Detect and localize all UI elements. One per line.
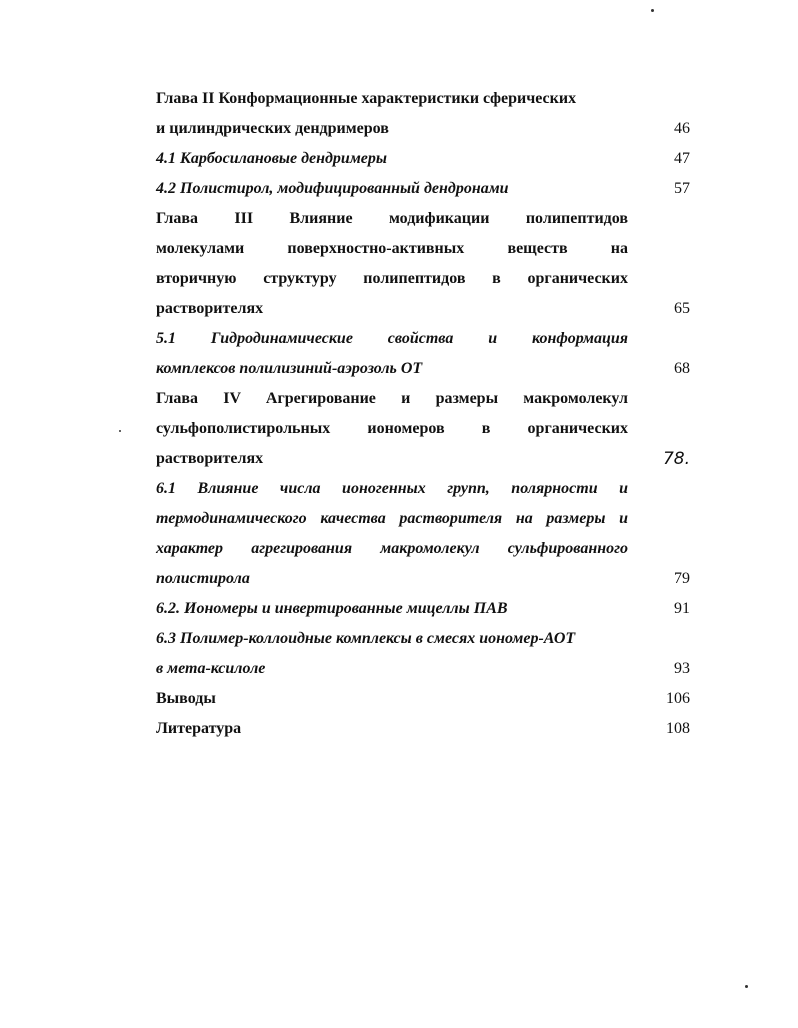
toc-line (156, 474, 690, 504)
toc-line (156, 384, 690, 414)
toc-entry-text: 5.1 Гидродинамические свойства и конформация (156, 330, 628, 347)
toc-page-number: 47 (674, 150, 690, 167)
toc-line (156, 234, 690, 264)
toc-line (156, 354, 690, 384)
toc-page-number: 79 (674, 570, 690, 587)
scan-speck (119, 430, 121, 432)
toc-line (156, 534, 690, 564)
table-of-contents (156, 84, 690, 744)
toc-line (156, 714, 690, 744)
toc-entry-text: 6.3 Полимер-коллоидные комплексы в смесях иономер-АОТ (156, 630, 576, 647)
toc-entry-text: Выводы (156, 690, 216, 707)
toc-line (156, 204, 690, 234)
toc-entry-text: полистирола (156, 570, 250, 587)
toc-line (156, 654, 690, 684)
toc-line (156, 174, 690, 204)
toc-page-number: 93 (674, 660, 690, 677)
toc-line (156, 294, 690, 324)
toc-page-number: 57 (674, 180, 690, 197)
toc-entry-text: 4.1 Карбосилановые дендримеры (156, 150, 387, 167)
toc-entry-text: характер агрегирования макромолекул сульфированного (156, 540, 628, 557)
toc-line (156, 504, 690, 534)
toc-page-number: 65 (674, 300, 690, 317)
toc-entry-text: 6.1 Влияние числа ионогенных групп, полярности и (156, 480, 628, 497)
toc-entry-text: Глава IV Агрегирование и размеры макромолекул (156, 390, 628, 407)
toc-line (156, 84, 690, 114)
scan-speck (651, 9, 654, 12)
toc-entry-text: Литература (156, 720, 242, 737)
toc-line (156, 264, 690, 294)
toc-page-number: 78. (662, 449, 690, 469)
toc-entry-text: Глава II Конформационные характеристики сферических (156, 90, 577, 107)
toc-entry-text: растворителях (156, 450, 264, 467)
toc-line (156, 324, 690, 354)
toc-entry-text: и цилиндрических дендримеров (156, 120, 389, 137)
toc-entry-text: молекулами поверхностно-активных веществ на (156, 240, 628, 257)
toc-entry-text: комплексов полилизиний-аэрозоль ОТ (156, 360, 423, 377)
toc-entry-text: Глава III Влияние модификации полипептидов (156, 210, 628, 227)
toc-page-number: 68 (674, 360, 690, 377)
toc-entry-text: вторичную структуру полипептидов в органических (156, 270, 628, 287)
toc-line (156, 624, 690, 654)
toc-entry-text: сульфополистирольных иономеров в органических (156, 420, 628, 437)
toc-line (156, 594, 690, 624)
scan-speck (745, 985, 748, 988)
toc-line (156, 144, 690, 174)
toc-entry-text: 6.2. Иономеры и инвертированные мицеллы ПАВ (156, 600, 508, 617)
toc-page-number: 91 (674, 600, 690, 617)
toc-entry-text: 4.2 Полистирол, модифицированный дендронами (156, 180, 509, 197)
toc-page-number: 46 (674, 120, 690, 137)
toc-entry-text: растворителях (156, 300, 264, 317)
toc-entry-text: термодинамического качества растворителя на размеры и (156, 510, 628, 527)
toc-page-number: 108 (666, 720, 690, 737)
toc-line (156, 114, 690, 144)
toc-page-number: 106 (666, 690, 690, 707)
toc-line (156, 444, 690, 474)
toc-line (156, 414, 690, 444)
toc-entry-text: в мета-ксилоле (156, 660, 266, 677)
toc-line (156, 684, 690, 714)
toc-line (156, 564, 690, 594)
